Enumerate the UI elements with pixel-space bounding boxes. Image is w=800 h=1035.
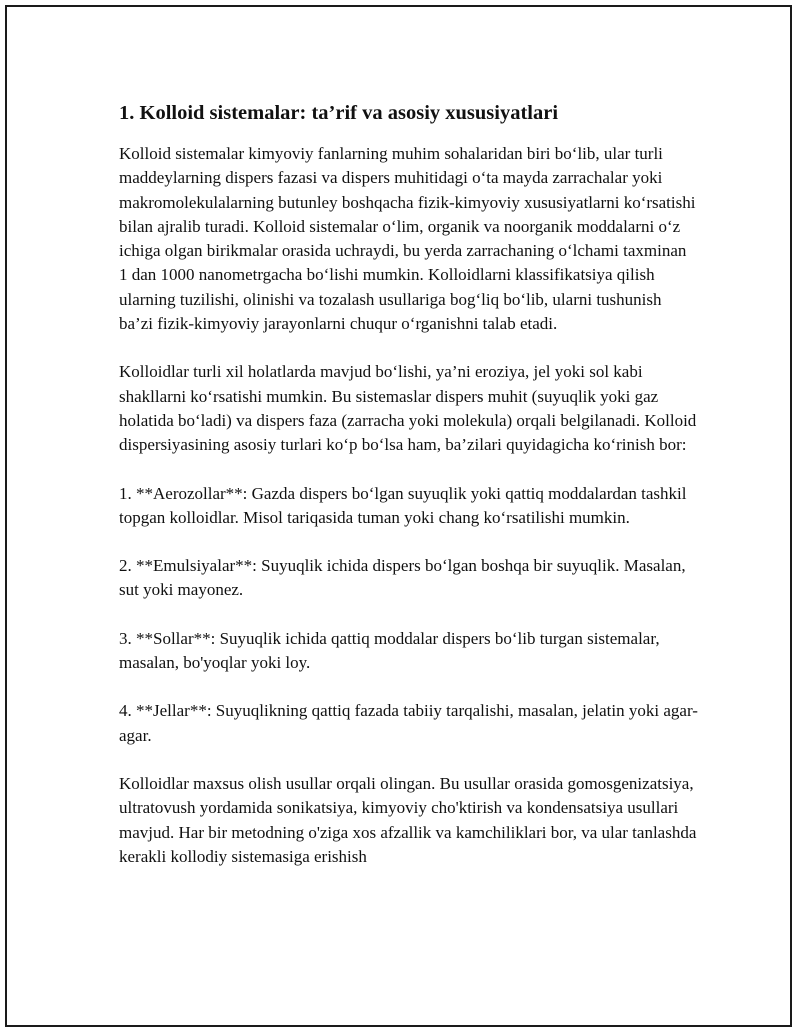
list-item-aerosols: 1. **Aerozollar**: Gazda dispers bo‘lgan suyuqlik yoki qattiq moddalardan tashkil topgan kolloidlar. Misol tariqasida tuman yoki chang ko‘rsatilishi mumkin. [119, 483, 687, 527]
section-heading: 1. Kolloid sistemalar: ta’rif va asosiy xususiyatlari [119, 102, 559, 124]
document-page [5, 5, 792, 1027]
list-item-sols: 3. **Sollar**: Suyuqlik ichida qattiq moddalar dispers bo‘lib turgan sistemalar, masalan, bo'yoqlar yoki loy. [119, 628, 660, 673]
list-item-gels: 4. **Jellar**: Suyuqlikning qattiq fazada tabiiy tarqalishi, masalan, jelatin yoki agar-agar. [119, 701, 698, 745]
methods-paragraph: Kolloidlar maxsus olish usullar orqali olingan. Bu usullar orasida gomosgenizatsiya, ultratovush yordamida sonikatsiya, kimyoviy cho'ktirish va kondensatsiya usullari mavjud. Har bir metodning o'ziga xos afzallik va kamchiliklari bor, va ular tanlashda kerakli kollodiy sistemasiga erishish [119, 773, 697, 866]
list-item-emulsions: 2. **Emulsiyalar**: Suyuqlik ichida dispers bo‘lgan boshqa bir suyuqlik. Masalan, sut yoki mayonez. [119, 556, 686, 600]
document-body [119, 100, 699, 893]
intro-paragraph: Kolloid sistemalar kimyoviy fanlarning muhim sohalaridan biri bo‘lib, ular turli maddeylarning dispers fazasi va dispers muhitidagi o‘ta mayda zarrachalar yoki makromolekulalarning butunley boshqacha fizik-kimyoviy xususiyatlarni ko‘rsatishi bilan ajralib turadi. Kolloid sistemalar o‘lim, organik va noorganik moddalarni o‘z ichiga olgan birikmalar orasida uchraydi, bu yerda zarrachaning o‘lchami taxminan 1 dan 1000 nanometrgacha bo‘lishi mumkin. Kolloidlarni klassifikatsiya qilish ularning tuzilishi, olinishi va tozalash usullariga bog‘liq bo‘lib, ularni tushunish ba’zi fizik-kimyoviy jarayonlarni chuqur o‘rganishni talab etadi. [119, 144, 696, 334]
forms-paragraph: Kolloidlar turli xil holatlarda mavjud bo‘lishi, ya’ni eroziya, jel yoki sol kabi shakllarni ko‘rsatishi mumkin. Bu sistemaslar dispers muhit (suyuqlik yoki gaz holatida bo‘ladi) va dispers faza (zarracha yoki molekula) orqali belgilanadi. Kolloid dispersiyasining asosiy turlari ko‘p bo‘lsa ham, ba’zilari quyidagicha ko‘rinish bor: [119, 362, 697, 455]
